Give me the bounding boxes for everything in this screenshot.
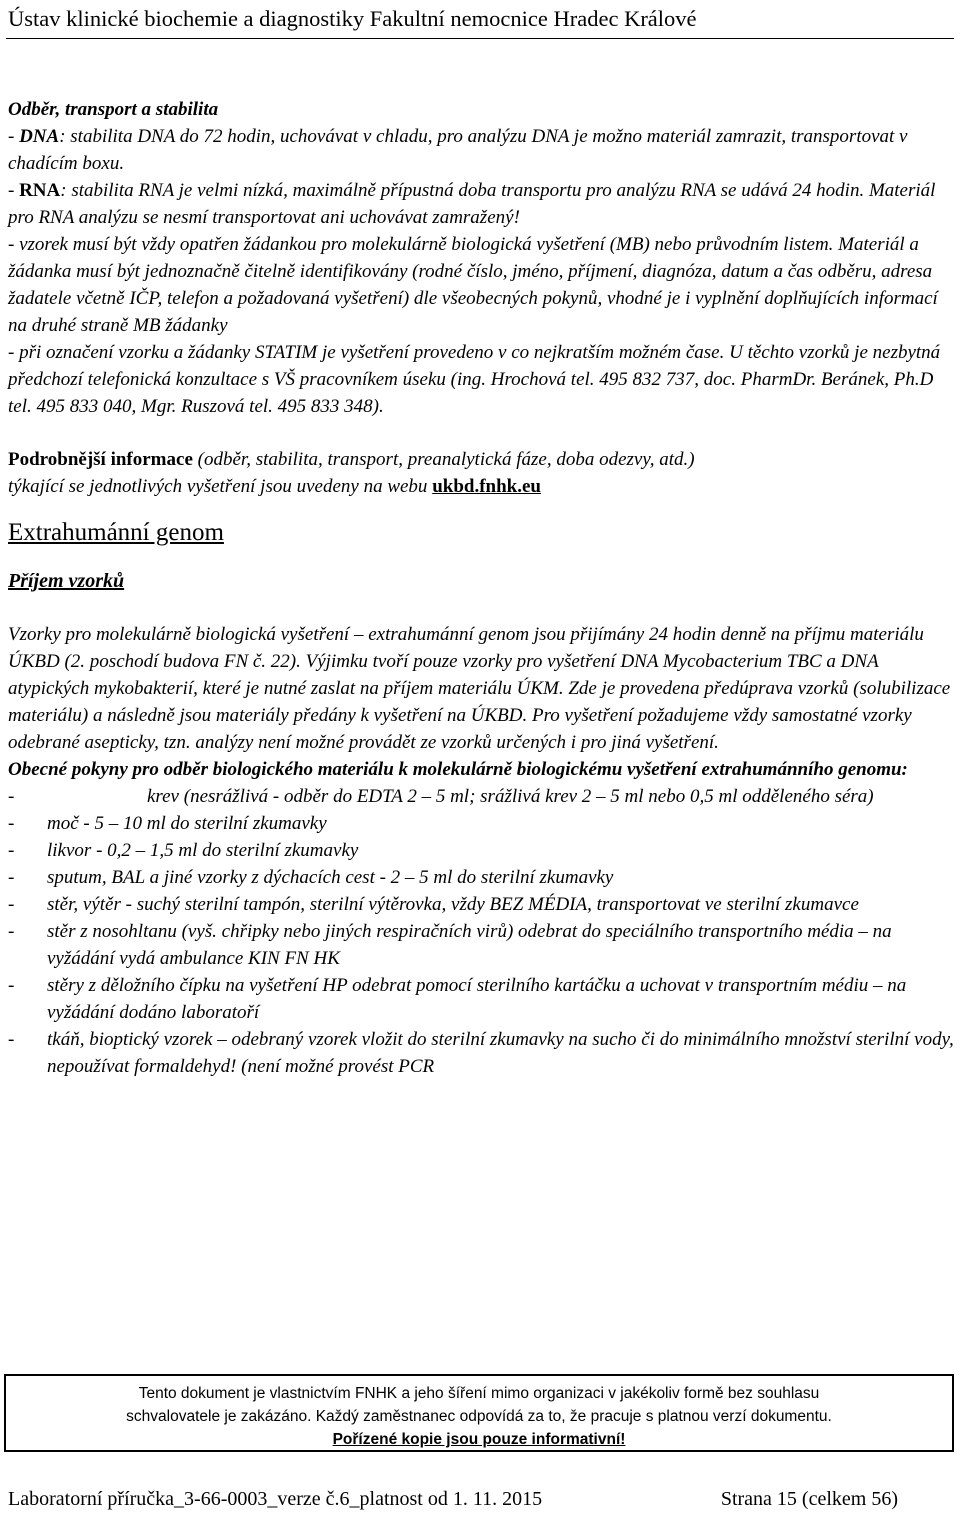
page-header-title: Ústav klinické biochemie a diagnostiky Fakultní nemocnice Hradec Králové [8, 6, 697, 31]
list-dash: - [8, 921, 15, 942]
list-item [8, 972, 954, 1026]
ownership-notice-box [4, 1374, 954, 1452]
more-info-rest2: týkající se jednotlivých vyšetření jsou uvedeny na webu [8, 476, 433, 497]
list-item [8, 810, 954, 837]
guidelines-heading: Obecné pokyny pro odběr biologického materiálu k molekulárně biologickému vyšetření extrahumánního genomu: [8, 759, 908, 780]
list-dash: - [8, 840, 15, 861]
footer-document-id: Laboratorní příručka_3-66-0003_verze č.6_platnost od 1. 11. 2015 [8, 1488, 543, 1510]
more-info-rest1: (odběr, stabilita, transport, preanalytická fáze, doba odezvy, atd.) [192, 449, 695, 470]
notice-line-1: Tento dokument je vlastnictvím FNHK a jeho šíření mimo organizaci v jakékoliv formě bez souhlasu [138, 1385, 820, 1402]
rna-text: : stabilita RNA je velmi nízká, maximálně přípustná doba transportu pro analýzu RNA se udává 24 hodin. Materiál pro RNA analýzu se nesmí transportovat ani uchovávat zamražený! [8, 180, 936, 228]
list-item [8, 891, 954, 918]
intake-paragraph: Vzorky pro molekulárně biologická vyšetření – extrahumánní genom jsou přijímány 24 hodin denně na příjmu materiálu ÚKBD (2. poschodí budova FN č. 22). Výjimku tvoří pouze vzorky pro vyšetření DNA Mycobacterium TBC a DNA atypických mykobakterií, které je nutné zaslat na příjem materiálu ÚKM. Zde je provedena předúprava vzorků (solubilizace materiálu) a následně jsou materiály předány k vyšetření na ÚKBD. Pro vyšetření požadujeme vždy samostatné vzorky odebrané asepticky, tzn. analýzy není možné provádět ze vzorků určených i pro jiná vyšetření. [8, 624, 951, 753]
list-dash: - [8, 813, 15, 834]
dna-paragraph [8, 123, 954, 177]
more-info-paragraph [8, 446, 954, 500]
list-item-text: moč - 5 – 10 ml do sterilní zkumavky [47, 813, 327, 834]
list-dash: - [8, 867, 15, 888]
list-dash: - [8, 1029, 15, 1050]
list-dash: - [8, 786, 15, 807]
dna-label: DNA [19, 126, 60, 147]
list-item [8, 864, 954, 891]
list-item [8, 918, 954, 972]
list-item-text: tkáň, bioptický vzorek – odebraný vzorek vložit do sterilní zkumavky na sucho či do minimálního množství sterilní vody, nepoužívat formaldehyd! (není možné provést PCR [47, 1029, 954, 1077]
dna-text: : stabilita DNA do 72 hodin, uchovávat v chladu, pro analýzu DNA je možno materiál zamrazit, transportovat v chadícím boxu. [8, 126, 908, 174]
transport-heading: Odběr, transport a stabilita [8, 99, 219, 120]
list-item-text: krev (nesrážlivá - odběr do EDTA 2 – 5 ml; srážlivá krev 2 – 5 ml nebo 0,5 ml odděleného séra) [147, 786, 874, 807]
notice-line-3: Pořízené kopie jsou pouze informativní! [332, 1431, 626, 1448]
footer-page-number: Strana 15 (celkem 56) [720, 1488, 898, 1510]
list-item [8, 837, 954, 864]
list-item-text: sputum, BAL a jiné vzorky z dýchacích cest - 2 – 5 ml do sterilní zkumavky [47, 867, 614, 888]
section-title: Extrahumánní genom [8, 519, 224, 546]
rna-dash: - [8, 180, 20, 201]
vzorek-paragraph: - vzorek musí být vždy opatřen žádankou pro molekulárně biologická vyšetření (MB) nebo průvodním listem. Materiál a žádanka musí být jednoznačně čitelně identifikovány (rodné číslo, jméno, příjmení, diagnóza, datum a čas odběru, adresa žadatele včetně IČP, telefon a požadovaná vyšetření) dle všeobecných pokynů, vhodné je i vyplnění doplňujících informací na druhé straně MB žádanky [8, 234, 938, 336]
header-divider [6, 38, 954, 39]
list-item [8, 783, 954, 810]
sample-types-list [8, 783, 954, 1080]
list-item-text: likvor - 0,2 – 1,5 ml do sterilní zkumavky [47, 840, 359, 861]
rna-label: RNA [19, 180, 61, 201]
list-item [8, 1026, 954, 1080]
list-item-text: stěry z děložního čípku na vyšetření HP odebrat pomocí sterilního kartáčku a uchovat v transportním médiu – na vyžádání dodáno laboratoří [47, 975, 907, 1023]
dna-dash: - [8, 126, 20, 147]
main-content [8, 96, 954, 1080]
notice-line-2: schvalovatele je zakázáno. Každý zaměstnanec odpovídá za to, že pracuje s platnou verzí dokumentu. [126, 1408, 832, 1425]
more-info-bold: Podrobnější informace [8, 449, 193, 470]
list-item-text: stěr z nosohltanu (vyš. chřipky nebo jiných respiračních virů) odebrat do speciálního transportního média – na vyžádání vydá ambulance KIN FN HK [47, 921, 892, 969]
list-item-text: stěr, výtěr - suchý sterilní tampón, sterilní výtěrovka, vždy BEZ MÉDIA, transportovat ve sterilní zkumavce [47, 894, 859, 915]
list-dash: - [8, 975, 15, 996]
rna-paragraph [8, 177, 954, 231]
statim-paragraph: - při označení vzorku a žádanky STATIM je vyšetření provedeno v co nejkratším možném čase. U těchto vzorků je nezbytná předchozí telefonická konzultace s VŠ pracovníkem úseku (ing. Hrochová tel. 495 832 737, doc. PharmDr. Beránek, Ph.D tel. 495 833 040, Mgr. Ruszová tel. 495 833 348). [8, 342, 941, 417]
sample-intake-heading: Příjem vzorků [8, 570, 125, 592]
web-link[interactable]: ukbd.fnhk.eu [432, 476, 541, 497]
list-dash: - [8, 894, 15, 915]
